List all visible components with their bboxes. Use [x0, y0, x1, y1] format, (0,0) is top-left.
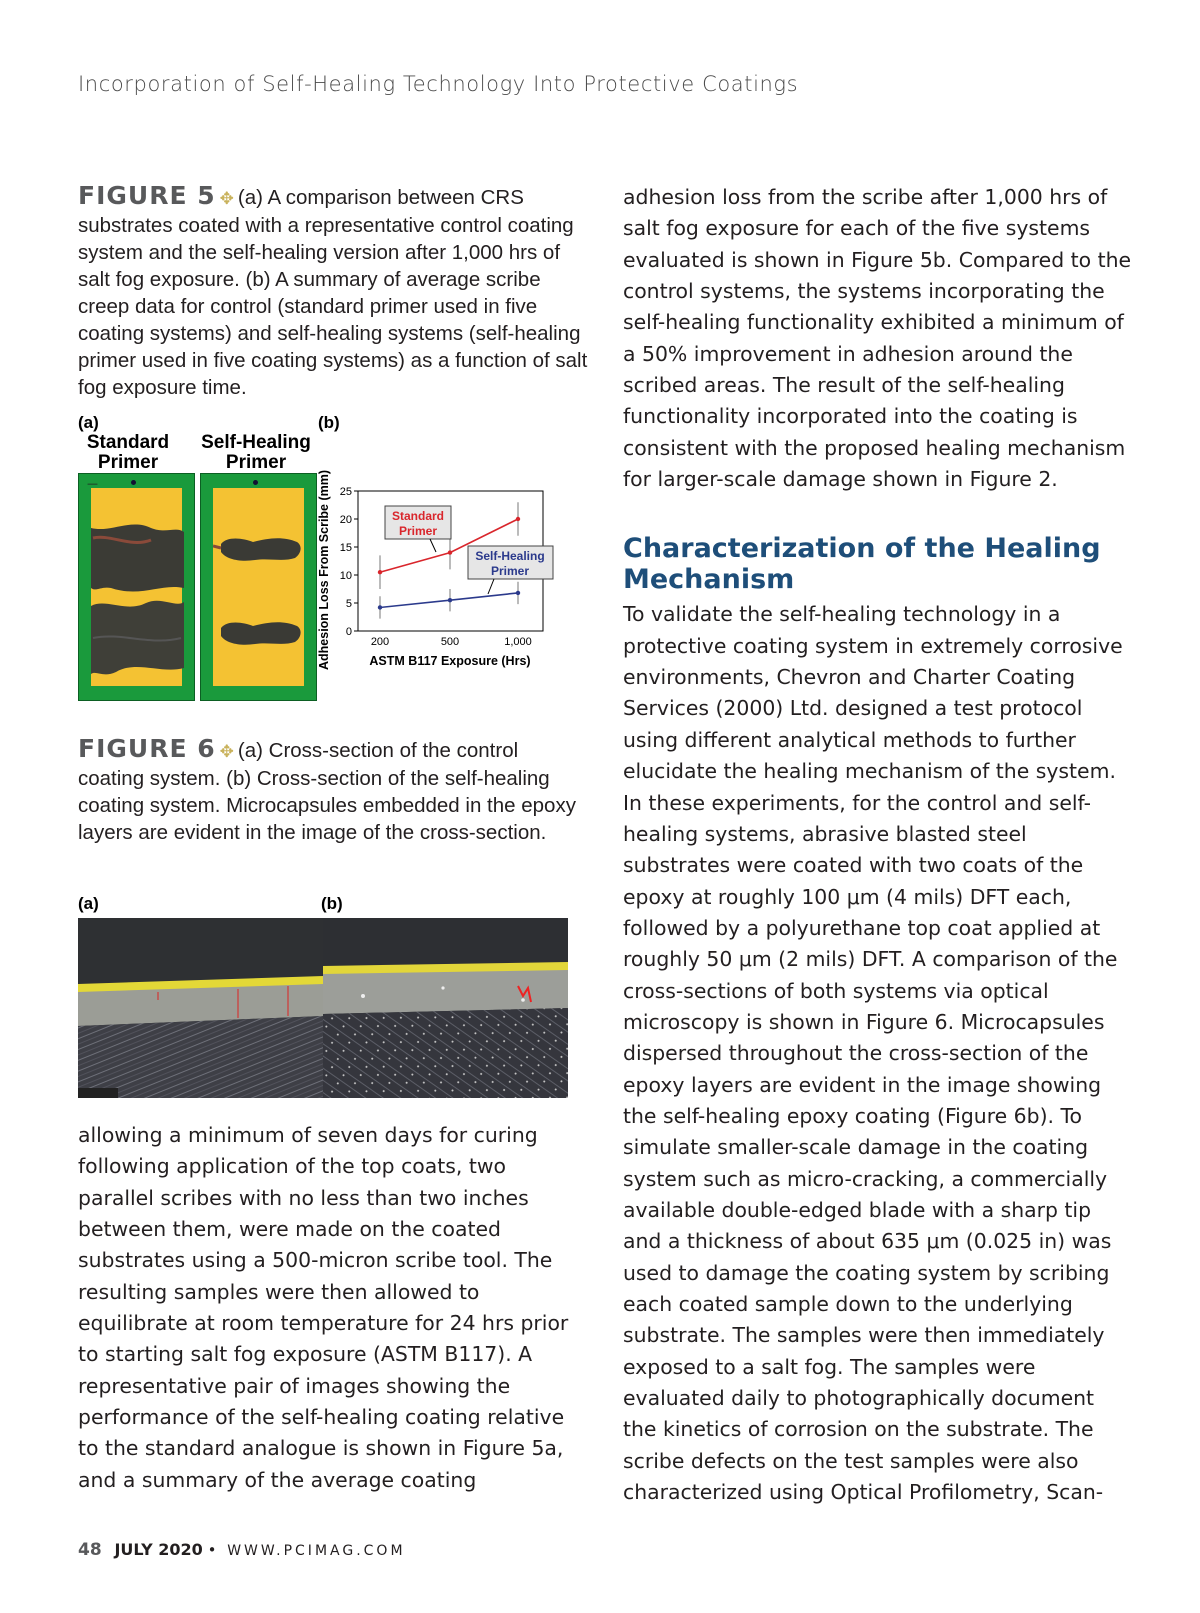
- scribe-creep-chart: [318, 435, 588, 705]
- plate-right-title: Self-Healing Primer: [201, 432, 311, 473]
- footer-website: WWW.PCIMAG.COM: [227, 1543, 406, 1559]
- y-tick-label: 20: [339, 514, 352, 526]
- figure5-caption-text: (a) A comparison between CRS substrates coated with a representative control coating system and the self-healing version after 1,000 hrs of salt fog exposure. (b) A summary of average scribe creep data for control (standard primer used in five coating systems) and self-healing systems (self-healing primer used in five coating systems) as a function of salt fog exposure time.: [78, 186, 588, 399]
- diamond-icon: ✥: [219, 189, 234, 208]
- left-body-paragraph: allowing a minimum of seven days for curing following application of the top coats, two parallel scribes with no less than two inches between them, were made on the coated substrates using a 500-micron scribe tool. The resulting samples were then allowed to equilibrate at room temperature for 24 hrs prior to starting salt fog exposure (ASTM B117). A representative pair of images showing the performance of the self-healing coating relative to the standard analogue is shown in Figure 5a, and a summary of the average coating: [78, 1123, 569, 1492]
- issue-date: JULY 2020: [114, 1540, 203, 1559]
- right-paragraph-2: To validate the self-healing technology in a protective coating system in extremely corrosive environments, Chevron and Charter Coating Services (2000) Ltd. designed a test protocol using different analytical methods to further elucidate the healing mechanism of the system. In these experiments, for the control and self-healing systems, abrasive blasted steel substrates were coated with two coats of the epoxy at roughly 100 μm (4 mils) DFT each, followed by a polyurethane top coat applied at roughly 50 μm (2 mils) DFT. A comparison of the cross-sections of both systems via optical microscopy is shown in Figure 6. Microcapsules dispersed throughout the cross-section of the epoxy layers are evident in the image showing the self-healing epoxy coating (Figure 6b). To simulate smaller-scale damage in the coating system such as micro-cracking, a commercially available double-edged blade with a sharp tip and a thickness of about 635 μm (0.025 in) was used to damage the coating system by scribing each coated sample down to the underlying substrate. The samples were then immediately exposed to a salt fog. The samples were evaluated daily to photographically document the kinetics of corrosion on the substrate. The scribe defects on the test samples were also characterized using Optical Profilometry, Scan-: [623, 602, 1123, 1505]
- chart-y-label: Adhesion Loss From Scribe (mm): [318, 469, 331, 670]
- y-tick-label: 5: [345, 598, 352, 610]
- figure5-label: FIGURE 5: [78, 181, 216, 210]
- page-number: 48: [78, 1540, 102, 1560]
- cross-section-control-image: [78, 918, 323, 1098]
- figure6-panel-b-tag: (b): [321, 894, 343, 913]
- page-footer: [78, 1540, 406, 1560]
- figure5-panel-b-tag: (b): [318, 413, 340, 432]
- figure6-panel-a-tag: (a): [78, 894, 99, 913]
- data-point-0: [378, 570, 382, 574]
- y-tick-label: 0: [345, 626, 352, 638]
- y-tick-label: 25: [339, 486, 352, 498]
- data-point-1: [516, 591, 520, 595]
- legend-self-healing: [468, 546, 553, 594]
- figure5-panel-a-tag: (a): [78, 413, 99, 432]
- y-tick-label: 15: [339, 542, 352, 554]
- diamond-icon: ✥: [219, 742, 234, 761]
- right-column: [623, 182, 1133, 1508]
- running-head: Incorporation of Self-Healing Technology Into Protective Coatings: [78, 72, 799, 96]
- chart-svg: [318, 435, 588, 705]
- footer-bullet: •: [207, 1541, 217, 1559]
- legend-standard: [385, 506, 451, 552]
- plate-left-title: Standard Primer: [86, 432, 170, 473]
- chart-x-label: ASTM B117 Exposure (Hrs): [369, 654, 531, 668]
- left-column: [78, 182, 588, 401]
- figure6-label: FIGURE 6: [78, 734, 216, 763]
- legend-self-healing-line2: Primer: [490, 564, 530, 578]
- figure6-caption: [78, 735, 588, 846]
- x-tick-label: 500: [440, 636, 460, 648]
- figure5: [78, 413, 588, 725]
- data-point-0: [516, 517, 520, 521]
- data-point-1: [448, 598, 452, 602]
- x-tick-label: 200: [370, 636, 390, 648]
- x-tick-label: 1,000: [504, 636, 532, 648]
- self-healing-primer-panel: [200, 473, 317, 701]
- legend-standard-line2: Primer: [398, 524, 438, 538]
- figure6: [78, 888, 588, 1098]
- legend-self-healing-line1: Self-Healing: [475, 549, 545, 563]
- y-tick-label: 10: [339, 570, 352, 582]
- figure6-caption-text: (a) Cross-section of the control coating system. (b) Cross-section of the self-healing coating system. Microcapsules embedded in the epoxy layers are evident in the image of the cross-section.: [78, 739, 576, 844]
- data-point-0: [448, 550, 452, 554]
- right-paragraph-1: adhesion loss from the scribe after 1,000 hrs of salt fog exposure for each of the five systems evaluated is shown in Figure 5b. Compared to the control systems, the systems incorporating the self-healing functionality exhibited a minimum of a 50% improvement in adhesion around the scribed areas. The result of the self-healing functionality incorporated into the coating is consistent with the proposed healing mechanism for larger-scale damage shown in Figure 2.: [623, 185, 1132, 492]
- figure5-caption: [78, 182, 588, 401]
- legend-standard-line1: Standard: [391, 509, 445, 523]
- data-point-1: [378, 605, 382, 609]
- standard-primer-panel: —: [78, 473, 195, 701]
- cross-section-self-healing-image: [323, 918, 568, 1098]
- section-heading: Characterization of the Healing Mechanism: [623, 533, 1101, 596]
